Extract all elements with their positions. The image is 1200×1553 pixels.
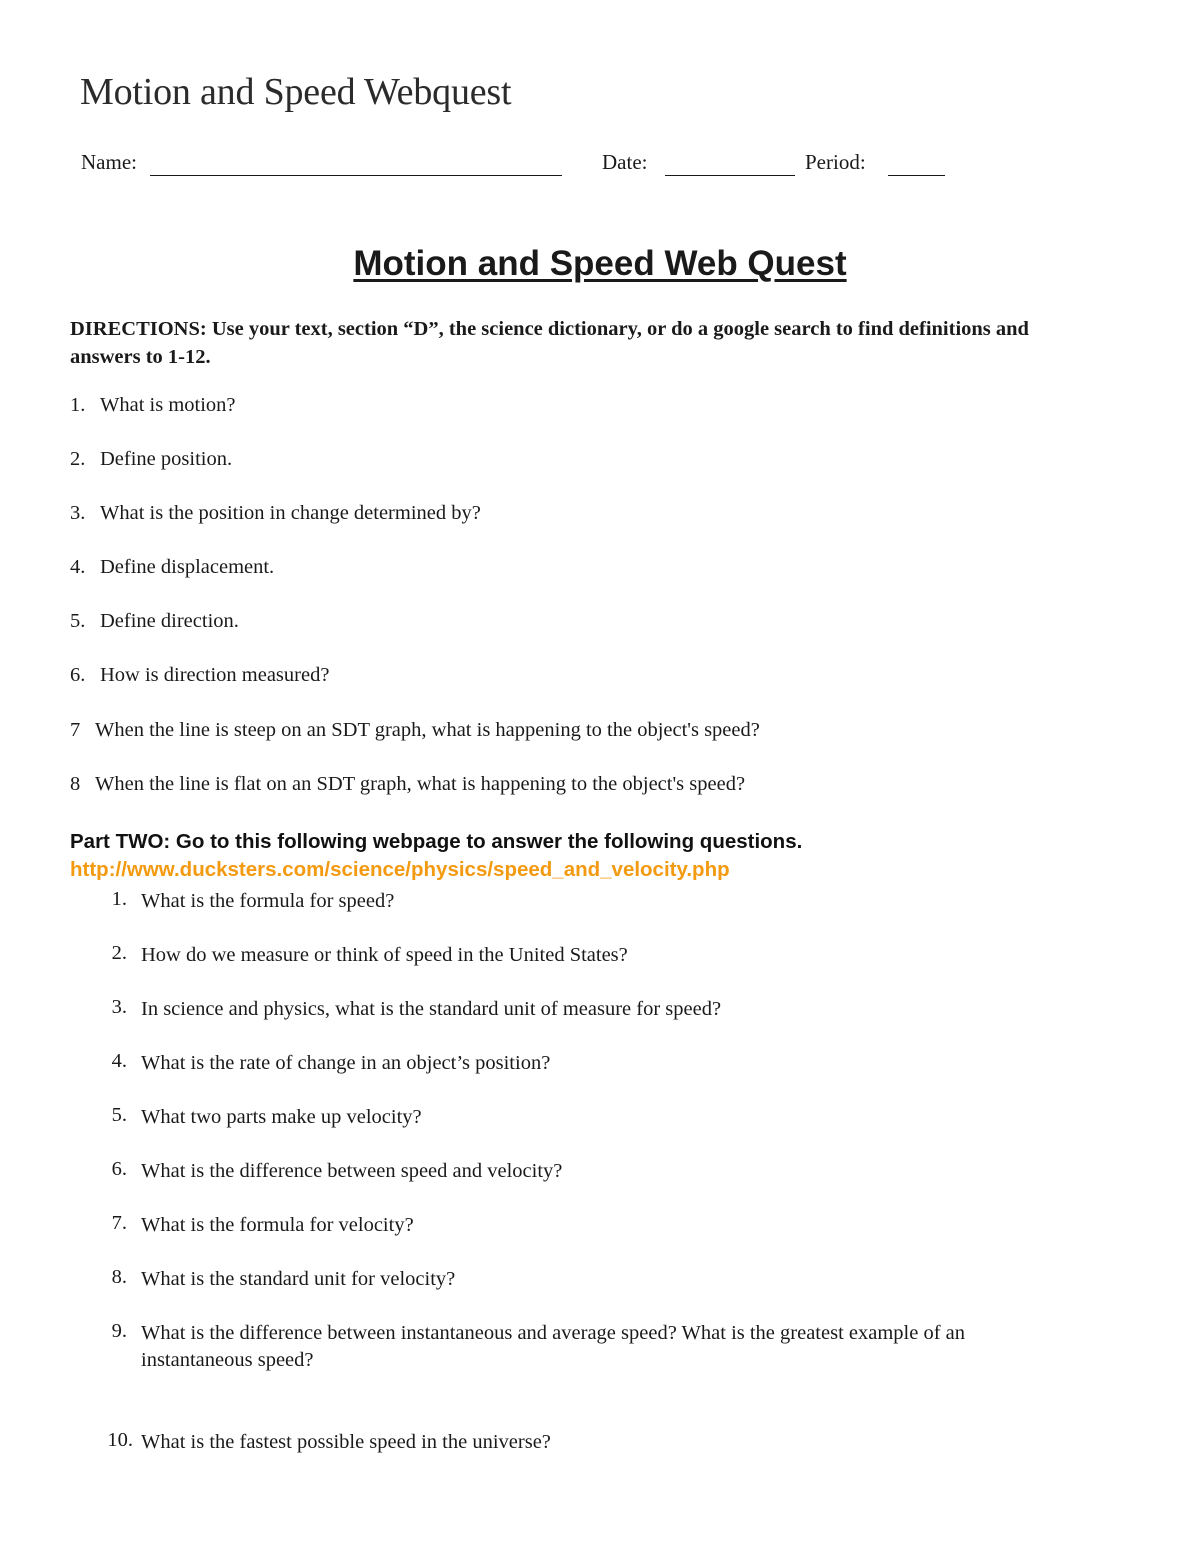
question-number: 6. — [111, 1158, 127, 1180]
question-number: 7 — [70, 719, 81, 741]
main-heading: Motion and Speed Web Quest — [353, 244, 847, 283]
question-text-line-2: instantaneous speed? — [141, 1349, 314, 1371]
question-text: Define direction. — [100, 610, 239, 632]
directions-text: DIRECTIONS: Use your text, section “D”, the science dictionary, or do a google search to find definitions and answers to 1-12. — [70, 318, 1029, 368]
part-two-heading: Part TWO: Go to this following webpage to answer the following questions. — [70, 830, 803, 853]
question-number: 2. — [70, 448, 86, 470]
question-8 — [70, 773, 745, 796]
question-number: 8 — [70, 773, 81, 795]
question-text: What is the standard unit for velocity? — [141, 1268, 456, 1290]
question-number: 5. — [111, 1104, 127, 1126]
question-text: Define displacement. — [100, 556, 275, 578]
question-5 — [70, 610, 239, 633]
period-label: Period: — [805, 150, 866, 174]
name-label: Name: — [81, 150, 137, 174]
question-text: What is motion? — [100, 394, 236, 416]
question-text: When the line is steep on an SDT graph, what is happening to the object's speed? — [95, 719, 760, 741]
question-text: Define position. — [100, 448, 233, 470]
question-text-line-1: What is the difference between instantaneous and average speed? What is the greatest example of an — [141, 1322, 966, 1344]
question-text: What is the difference between speed and velocity? — [141, 1160, 563, 1182]
question-text: How do we measure or think of speed in the United States? — [141, 944, 628, 966]
question-text: What two parts make up velocity? — [141, 1106, 422, 1128]
question-text: What is the fastest possible speed in the universe? — [141, 1431, 551, 1453]
question-number: 9. — [111, 1320, 127, 1342]
question-3 — [70, 502, 481, 525]
question-number: 3. — [70, 502, 86, 524]
question-1 — [70, 394, 236, 417]
question-text: What is the formula for speed? — [141, 890, 395, 912]
question-text: How is direction measured? — [100, 664, 330, 686]
name-blank[interactable] — [150, 175, 562, 176]
question-number: 1. — [111, 888, 127, 910]
question-text: In science and physics, what is the standard unit of measure for speed? — [141, 998, 722, 1020]
ducksters-link[interactable]: http://www.ducksters.com/science/physics/speed_and_velocity.php — [70, 858, 730, 881]
question-number: 3. — [111, 996, 127, 1018]
document-title: Motion and Speed Webquest — [80, 71, 512, 113]
question-number: 7. — [111, 1212, 127, 1234]
question-number: 4. — [70, 556, 86, 578]
question-text: What is the rate of change in an object’s position? — [141, 1052, 551, 1074]
date-label: Date: — [602, 150, 648, 174]
question-6 — [70, 664, 329, 687]
question-number: 8. — [111, 1266, 127, 1288]
question-number: 10. — [107, 1429, 133, 1451]
question-number: 6. — [70, 664, 86, 686]
period-blank[interactable] — [888, 175, 945, 176]
question-number: 2. — [111, 942, 127, 964]
question-4 — [70, 556, 274, 579]
question-text: When the line is flat on an SDT graph, what is happening to the object's speed? — [95, 773, 746, 795]
question-2 — [70, 448, 232, 471]
question-text: What is the position in change determined by? — [100, 502, 481, 524]
question-number: 5. — [70, 610, 86, 632]
question-number: 1. — [70, 394, 86, 416]
date-blank[interactable] — [665, 175, 795, 176]
question-7 — [70, 719, 760, 742]
question-text: What is the formula for velocity? — [141, 1214, 414, 1236]
question-number: 4. — [111, 1050, 127, 1072]
